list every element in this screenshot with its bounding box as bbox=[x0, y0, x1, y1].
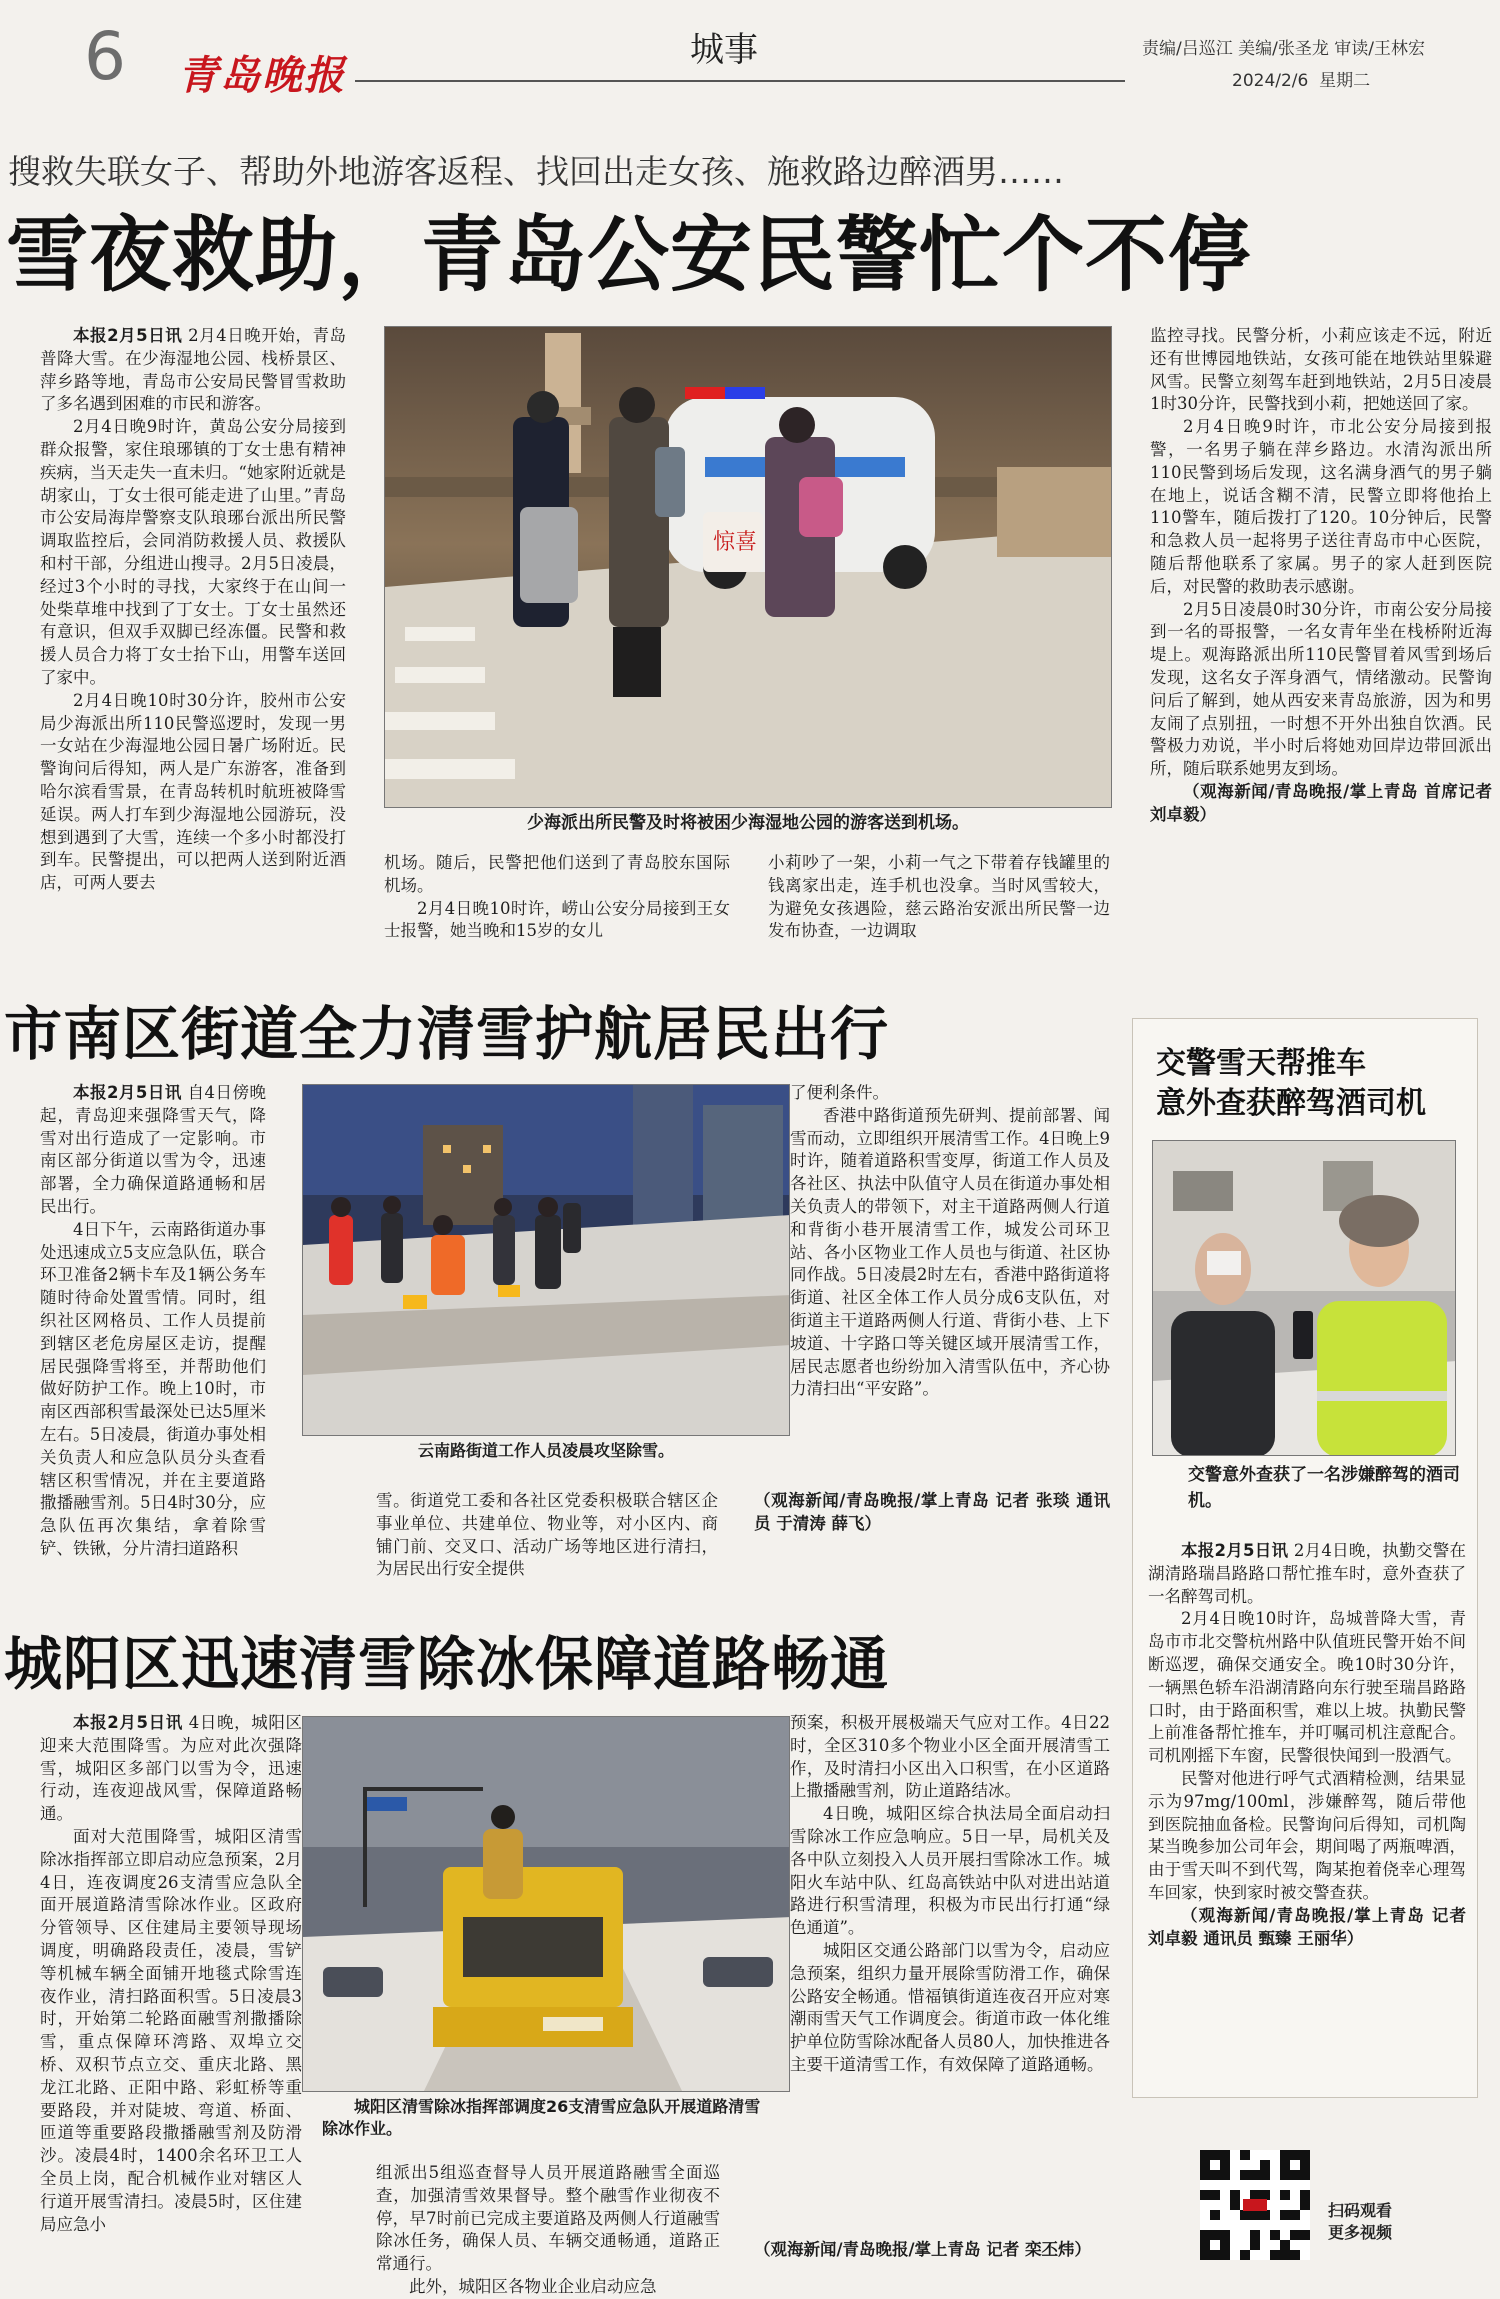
photo-traffic-police bbox=[1152, 1140, 1456, 1456]
car-sticker-text: 惊喜 bbox=[713, 530, 758, 555]
page-header bbox=[0, 0, 1500, 100]
paragraph: 2月4日晚9时许，黄岛公安分局接到群众报警，家住琅琊镇的丁女士患有精神疾病，当天走失一直未归。“她家附近就是胡家山，丁女士很可能走进了山里。”青岛市公安局海岸警察支队琅琊台派出所民警调取监控后，会同消防救援人员、救援队和村干部，分组进山搜寻。2月5日凌晨，经过3个小时的寻找，大家终于在山间一处柴草堆中找到了丁女士。丁女士虽然还有意识，但双手双脚已经冻僵。民警和救援人员合力将丁女士抬下山，用警车送回了家中。 bbox=[40, 417, 346, 687]
dateline: 本报2月5日讯 bbox=[73, 1083, 182, 1102]
qr-code[interactable] bbox=[1200, 2150, 1310, 2260]
dateline: 本报2月5日讯 bbox=[73, 326, 183, 345]
paragraph: 面对大范围降雪，城阳区清雪除冰指挥部立即启动应急预案，2月4日，连夜调度26支清雪应急队全面开展道路清雪除冰作业。区政府分管领导、区住建局主要领导现场调度，明确路段责任，凌晨，雪铲等机械车辆全面铺开地毯式除雪连夜作业，清扫路面积雪。5日凌晨3时，开始第二轮路面融雪剂撒播除雪，重点保障环湾路、双埠立交桥、双积节点立交、重庆北路、黑龙江北路、正阳中路、彩虹桥等重要路段，并对陡坡、弯道、桥面、匝道等重要路段撒播融雪剂及防滑沙。凌晨4时，1400余名环卫工人全员上岗，配合机械作业对辖区人行道开展雪清扫。凌晨5时，区住建局应急小 bbox=[40, 1826, 302, 2234]
sidebar-headline-line-2: 意外查获醉驾酒司机 bbox=[1156, 1086, 1426, 1121]
paragraph: 雪。街道党工委和各社区党委积极联合辖区企事业单位、共建单位、物业等，对小区内、商铺门前、交叉口、活动广场等地区进行清扫，为居民出行安全提供 bbox=[376, 1491, 718, 1579]
byline: （观海新闻/青岛晚报/掌上青岛 记者 张琰 通讯员 于清涛 薛飞） bbox=[754, 1491, 1110, 1533]
photo-police-airport-transfer bbox=[384, 326, 1112, 808]
byline: （观海新闻/青岛晚报/掌上青岛 首席记者 刘卓毅） bbox=[1150, 781, 1492, 824]
paragraph: 2月4日晚，执勤交警在湖清路瑞昌路路口帮忙推车时，意外查获了一名醉驾司机。 bbox=[1148, 1541, 1466, 1606]
paragraph: 预案，积极开展极端天气应对工作。4日22时，全区310多个物业小区全面开展清雪工作，及时清扫小区出入口积雪，在小区道路上撒播融雪剂，防止道路结冰。 bbox=[790, 1713, 1110, 1801]
paragraph: 2月4日晚10时许，岛城普降大雪，青岛市市北交警杭州路中队值班民警开始不间断巡逻，确保交通安全。晚10时30分许，一辆黑色轿车沿湖清路向东行驶至瑞昌路路口时，由于路面积雪，难以上坡。执勤民警上前准备帮忙推车，并叮嘱司机注意配合。司机刚摇下车窗，民警很快闻到一股酒气。 bbox=[1148, 1609, 1466, 1766]
story-chengyang-snow-headline: 城阳区迅速清雪除冰保障道路畅通 bbox=[4, 1630, 890, 1698]
paragraph: 2月4日晚10时30分许，胶州市公安局少海派出所110民警巡逻时，发现一男一女站在少海湿地公园日暑广场附近。民警询问后得知，两人是广东游客，准备到哈尔滨看雪景，在青岛转机时航班被降雪延误。两人打车到少海湿地公园游玩，没想到遇到了大雪，连续一个多小时都没打到车。民警提出，可以把两人送到附近酒店，可两人要去 bbox=[40, 690, 346, 893]
paragraph: 4日晚，城阳区迎来大范围降雪。为应对此次强降雪，城阳区多部门以雪为令，迅速行动，连夜迎战风雪，保障道路畅通。 bbox=[40, 1713, 302, 1824]
paragraph: 机场。随后，民警把他们送到了青岛胶东国际机场。 bbox=[384, 853, 730, 895]
column-3-byline bbox=[754, 2239, 1110, 2262]
paragraph: 民警对他进行呼气式酒精检测，结果显示为97mg/100ml，涉嫌醉驾，随后带他到医院抽血备检。民警询问后得知，司机陶某当晚参加公司年会，期间喝了两瓶啤酒，由于雪天叫不到代驾，陶某抱着侥幸心理驾车回家，快到家时被交警查获。 bbox=[1148, 1768, 1466, 1902]
paragraph: 城阳区交通公路部门以雪为令，启动应急预案，组织力量开展除雪防滑工作，确保公路安全畅通。惜福镇街道连夜召开应对寒潮雨雪天气工作调度会。街道市政一体化维护单位防雪除冰配备人员80人，加快推进各主要干道清雪工作，有效保障了道路通畅。 bbox=[790, 1940, 1110, 2074]
paragraph: 2月5日凌晨0时30分许，市南公安分局接到一名的哥报警，一名女青年坐在栈桥附近海堤上。观海路派出所110民警冒着风雪到场后发现，这名女子浑身酒气，情绪激动。民警询问后了解到，她从西安来青岛旅游，因为和男友闹了点别扭，一时想不开外出独自饮酒。民警极力劝说，半小时后将她劝回岸边带回派出所，随后联系她男友到场。 bbox=[1150, 599, 1492, 779]
paragraph: 组派出5组巡查督导人员开展道路融雪全面巡查，加强清雪效果督导。整个融雪作业彻夜不停，早7时前已完成主要道路及两侧人行道融雪除冰任务，确保人员、车辆交通畅通，道路正常通行。 bbox=[376, 2163, 720, 2274]
story-chengyang-column-3 bbox=[754, 1712, 1110, 2297]
column-3-wrapper bbox=[790, 1082, 1110, 1490]
qr-label-line-1: 扫码观看 bbox=[1328, 2201, 1393, 2220]
paragraph: 自4日傍晚起，青岛迎来强降雪天气，降雪对出行造成了一定影响。市南区部分街道以雪为令，迅速部署，全力确保道路通畅和居民出行。 bbox=[40, 1083, 266, 1216]
paragraph: 香港中路街道预先研判、提前部署、闻雪而动，立即组织开展清雪工作。4日晚上9时许，随着道路积雪变厚，街道工作人员及各社区、执法中队值守人员在街道办事处相关负责人的带领下，对主干道路两侧人行道和背街小巷开展清雪工作，城发公司环卫站、各小区物业工作人员也与街道、社区协同作战。5日凌晨2时左右，香港中路街道将街道、社区全体工作人员分成6支队伍，对街道主干道路两侧人行道、背街小巷、上下坡道、十字路口等关键区域开展清雪工作，居民志愿者也纷纷加入清雪队伍中，齐心协力清扫出“平安路”。 bbox=[790, 1105, 1110, 1399]
qr-code-icon bbox=[1200, 2150, 1310, 2260]
editor-credits: 责编/吕巡江 美编/张圣龙 审读/王林宏 bbox=[1142, 39, 1425, 59]
header-rule bbox=[355, 80, 1125, 82]
column-3-byline bbox=[754, 1490, 1110, 1536]
byline: （观海新闻/青岛晚报/掌上青岛 记者 栾丕炜） bbox=[754, 2240, 1092, 2259]
paragraph: 2月4日晚10时许，崂山公安分局接到王女士报警，她当晚和15岁的女儿 bbox=[384, 898, 730, 941]
story-rescue-headline: 雪夜救助，青岛公安民警忙个不停 bbox=[6, 208, 1252, 303]
traffic-police-image bbox=[1153, 1141, 1456, 1456]
story-rescue-column-4 bbox=[1150, 325, 1492, 959]
paragraph: 2月4日晚开始，青岛普降大雪。在少海湿地公园、栈桥景区、萍乡路等地，青岛市公安局民警冒雪救助了多名遇到困难的市民和游客。 bbox=[40, 326, 346, 414]
paragraph: 小莉吵了一架，小莉一气之下带着存钱罐里的钱离家出走，连手机也没拿。当时风雪较大，为避免女孩遇险，慈云路治安派出所民警一边发布协查，一边调取 bbox=[768, 853, 1110, 941]
story-chengyang-column-1 bbox=[40, 1712, 302, 2297]
photo-street-snow-clearing bbox=[302, 1084, 790, 1436]
paragraph: 4日晚，城阳区综合执法局全面启动扫雪除冰工作应急响应。5日一早，局机关及各中队立刻投入人员开展扫雪除冰工作。城阳火车站中队、红岛高铁站中队对进出站道路进行积雪清理，积极为市民出行打通“绿色通道”。 bbox=[790, 1804, 1110, 1938]
snow-clearing-scene-image bbox=[303, 1085, 790, 1436]
qr-label-line-2: 更多视频 bbox=[1328, 2223, 1393, 2242]
story-chengyang-column-2 bbox=[376, 2162, 720, 2297]
dateline: 本报2月5日讯 bbox=[1181, 1541, 1289, 1560]
paragraph: 4日下午，云南路街道办事处迅速成立5支应急队伍，联合环卫准备2辆卡车及1辆公务车随时待命处置雪情。同时，组织社区网格员、工作人员提前到辖区老危房屋区走访，提醒居民强降雪将至，并帮助他们做好防护工作。晚上10时，市南区西部积雪最深处已达5厘米左右。5日凌晨，街道办事处相关负责人和应急队员分头查看辖区积雪情况，并在主要道路撒播融雪剂。5日4时30分，应急队伍再次集结，拿着除雪铲、铁锹，分片清扫道路积 bbox=[40, 1219, 266, 1558]
paragraph: 监控寻找。民警分析，小莉应该走不远，附近还有世博园地铁站，女孩可能在地铁站里躲避风雪。民警立刻驾车赶到地铁站，2月5日凌晨1时30分许，民警找到小莉，把她送回了家。 bbox=[1150, 326, 1492, 414]
night-snow-scene-image bbox=[385, 327, 1112, 808]
story-rescue-kicker: 搜救失联女子、帮助外地游客返程、找回出走女孩、施救路边醉酒男…… bbox=[8, 152, 1064, 191]
sidebar-headline-line-1: 交警雪天帮推车 bbox=[1156, 1046, 1366, 1081]
page-number: 6 bbox=[84, 18, 126, 95]
paragraph: 此外，城阳区各物业企业启动应急 bbox=[409, 2276, 657, 2296]
story-shinan-column-1 bbox=[40, 1082, 266, 1602]
snowplow-scene-image bbox=[303, 1717, 790, 2092]
photo-caption: 城阳区清雪除冰指挥部调度26支清雪应急队开展道路清雪除冰作业。 bbox=[322, 2097, 761, 2138]
photo-caption: 云南路街道工作人员凌晨攻坚除雪。 bbox=[417, 1441, 674, 1460]
issue-date: 2024/2/6 星期二 bbox=[1232, 71, 1371, 91]
story-shinan-column-2 bbox=[376, 1490, 718, 1602]
byline: （观海新闻/青岛晚报/掌上青岛 记者 刘卓毅 通讯员 甄臻 王丽华） bbox=[1148, 1905, 1466, 1948]
photo-caption: 交警意外查获了一名涉嫌醉驾的酒司机。 bbox=[1188, 1465, 1460, 1511]
photo-caption: 少海派出所民警及时将被困少海湿地公园的游客送到机场。 bbox=[527, 813, 969, 833]
sidebar-headline bbox=[1156, 1044, 1426, 1124]
qr-label bbox=[1328, 2200, 1392, 2244]
sidebar-body bbox=[1148, 1540, 1466, 2080]
story-rescue-column-3 bbox=[768, 852, 1110, 958]
dateline: 本报2月5日讯 bbox=[73, 1713, 183, 1732]
story-shinan-column-3 bbox=[754, 1082, 1110, 1602]
photo-snowplow-truck bbox=[302, 1716, 790, 2092]
newspaper-logo: 青岛晚报 bbox=[178, 52, 346, 99]
story-shinan-snow-headline: 市南区街道全力清雪护航居民出行 bbox=[4, 1000, 890, 1068]
story-rescue-column-1 bbox=[40, 325, 346, 957]
paragraph: 2月4日晚9时许，市北公安分局接到报警，一名男子躺在萍乡路边。水清沟派出所110民警到场后发现，这名满身酒气的男子躺在地上，说话含糊不清，民警立即将他抬上110警车，随后拨打了120。10分钟后，民警和急救人员一起将男子送往青岛市中心医院，随后帮他联系了家属。男子的家人赶到医院后，对民警的救助表示感谢。 bbox=[1150, 417, 1492, 596]
column-3-wrapper bbox=[790, 1712, 1110, 2214]
paragraph: 了便利条件。 bbox=[790, 1083, 889, 1102]
story-rescue-column-2 bbox=[384, 852, 730, 958]
section-title: 城事 bbox=[690, 30, 758, 70]
